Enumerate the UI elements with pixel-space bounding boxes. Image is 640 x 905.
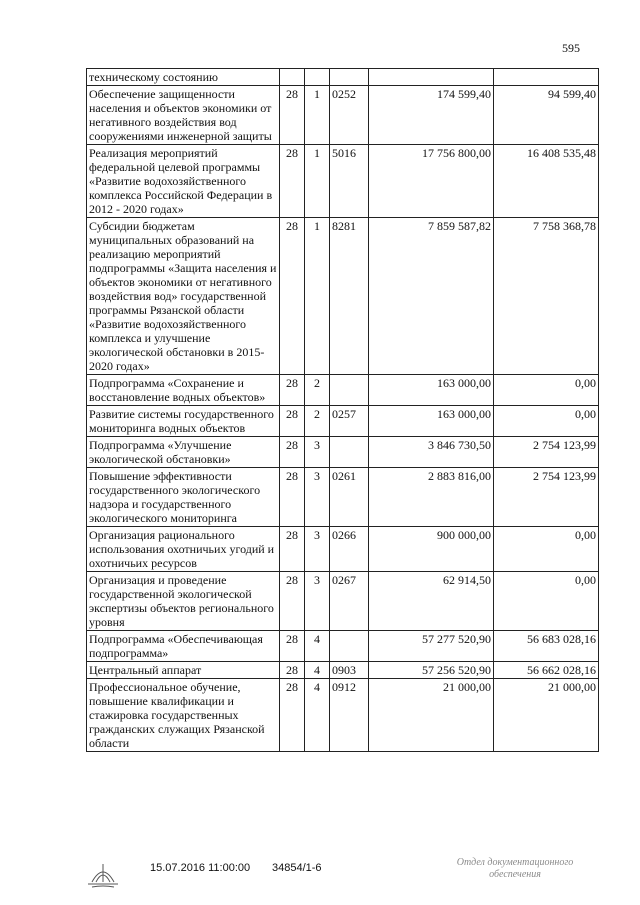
row-item-code-cell: [330, 69, 369, 86]
row-name-cell: Подпрограмма «Улучшение экологической обстановки»: [87, 437, 280, 468]
row-executed-amount-cell: 0,00: [494, 527, 599, 572]
row-subprogram-code-cell: 2: [305, 375, 330, 406]
row-subprogram-code-cell: 3: [305, 468, 330, 527]
row-ministry-code-cell: 28: [280, 631, 305, 662]
table-row: [87, 406, 599, 437]
row-executed-amount-cell: [494, 69, 599, 86]
row-subprogram-code-cell: 4: [305, 662, 330, 679]
table-row: [87, 662, 599, 679]
row-name-cell: техническому состоянию: [87, 69, 280, 86]
row-name-cell: Реализация мероприятий федеральной целевой программы «Развитие водохозяйственного комплекса Российской Федерации в 2012 - 2020 годах»: [87, 145, 280, 218]
row-planned-amount-cell: 163 000,00: [369, 375, 494, 406]
row-planned-amount-cell: [369, 69, 494, 86]
row-name-cell: Подпрограмма «Сохранение и восстановление водных объектов»: [87, 375, 280, 406]
row-planned-amount-cell: 163 000,00: [369, 406, 494, 437]
coat-of-arms-icon: [84, 858, 122, 890]
footer-stamp: Отдел документационного обеспечения: [456, 857, 574, 880]
row-executed-amount-cell: 7 758 368,78: [494, 218, 599, 375]
row-subprogram-code-cell: 3: [305, 572, 330, 631]
row-name-cell: Повышение эффективности государственного экологического надзора и государственного экологического мониторинга: [87, 468, 280, 527]
row-ministry-code-cell: 28: [280, 468, 305, 527]
row-name-cell: Центральный аппарат: [87, 662, 280, 679]
row-item-code-cell: 0252: [330, 86, 369, 145]
table-row: [87, 145, 599, 218]
row-name-cell: Организация рационального использования охотничьих угодий и охотничьих ресурсов: [87, 527, 280, 572]
row-planned-amount-cell: 57 256 520,90: [369, 662, 494, 679]
table-row: [87, 69, 599, 86]
row-name-cell: Развитие системы государственного мониторинга водных объектов: [87, 406, 280, 437]
row-subprogram-code-cell: 1: [305, 218, 330, 375]
row-executed-amount-cell: 16 408 535,48: [494, 145, 599, 218]
table-row: [87, 86, 599, 145]
row-subprogram-code-cell: 4: [305, 631, 330, 662]
row-executed-amount-cell: 0,00: [494, 375, 599, 406]
table-row: [87, 218, 599, 375]
row-ministry-code-cell: 28: [280, 218, 305, 375]
row-item-code-cell: 5016: [330, 145, 369, 218]
row-item-code-cell: 0912: [330, 679, 369, 752]
row-item-code-cell: 8281: [330, 218, 369, 375]
row-item-code-cell: [330, 631, 369, 662]
table-row: [87, 572, 599, 631]
page-number: 595: [562, 41, 580, 55]
row-ministry-code-cell: 28: [280, 662, 305, 679]
budget-table: [86, 68, 599, 752]
row-name-cell: Профессиональное обучение, повышение квалификации и стажировка государственных гражданских служащих Рязанской области: [87, 679, 280, 752]
row-ministry-code-cell: 28: [280, 86, 305, 145]
row-executed-amount-cell: 56 662 028,16: [494, 662, 599, 679]
table-row: [87, 437, 599, 468]
table-row: [87, 631, 599, 662]
row-name-cell: Подпрограмма «Обеспечивающая подпрограмма»: [87, 631, 280, 662]
row-planned-amount-cell: 900 000,00: [369, 527, 494, 572]
footer-document-code: 34854/1-6: [272, 862, 322, 874]
table-row: [87, 375, 599, 406]
row-ministry-code-cell: 28: [280, 679, 305, 752]
row-subprogram-code-cell: 3: [305, 437, 330, 468]
row-item-code-cell: 0261: [330, 468, 369, 527]
row-subprogram-code-cell: 4: [305, 679, 330, 752]
budget-table-body: [87, 69, 599, 752]
row-planned-amount-cell: 57 277 520,90: [369, 631, 494, 662]
row-name-cell: Субсидии бюджетам муниципальных образований на реализацию мероприятий подпрограммы «Защита населения и объектов экономики от негативного воздействия вод» государственной программы Рязанской области «Развитие водохозяйственного комплекса и улучшение экологической обстановки в 2015-2020 годах»: [87, 218, 280, 375]
row-item-code-cell: 0903: [330, 662, 369, 679]
row-planned-amount-cell: 3 846 730,50: [369, 437, 494, 468]
row-item-code-cell: 0266: [330, 527, 369, 572]
row-item-code-cell: 0257: [330, 406, 369, 437]
row-planned-amount-cell: 174 599,40: [369, 86, 494, 145]
row-subprogram-code-cell: [305, 69, 330, 86]
row-executed-amount-cell: 0,00: [494, 406, 599, 437]
row-ministry-code-cell: 28: [280, 527, 305, 572]
row-item-code-cell: 0267: [330, 572, 369, 631]
row-ministry-code-cell: 28: [280, 406, 305, 437]
row-ministry-code-cell: [280, 69, 305, 86]
row-executed-amount-cell: 94 599,40: [494, 86, 599, 145]
row-subprogram-code-cell: 1: [305, 86, 330, 145]
row-subprogram-code-cell: 2: [305, 406, 330, 437]
row-executed-amount-cell: 2 754 123,99: [494, 437, 599, 468]
row-planned-amount-cell: 21 000,00: [369, 679, 494, 752]
row-planned-amount-cell: 17 756 800,00: [369, 145, 494, 218]
table-row: [87, 468, 599, 527]
row-executed-amount-cell: 21 000,00: [494, 679, 599, 752]
footer-date: 15.07.2016 11:00:00: [150, 862, 251, 874]
row-planned-amount-cell: 2 883 816,00: [369, 468, 494, 527]
row-name-cell: Организация и проведение государственной экологической экспертизы объектов регионального уровня: [87, 572, 280, 631]
row-item-code-cell: [330, 375, 369, 406]
row-ministry-code-cell: 28: [280, 145, 305, 218]
row-ministry-code-cell: 28: [280, 375, 305, 406]
row-planned-amount-cell: 7 859 587,82: [369, 218, 494, 375]
row-subprogram-code-cell: 1: [305, 145, 330, 218]
row-item-code-cell: [330, 437, 369, 468]
row-executed-amount-cell: 0,00: [494, 572, 599, 631]
row-executed-amount-cell: 56 683 028,16: [494, 631, 599, 662]
row-ministry-code-cell: 28: [280, 572, 305, 631]
row-name-cell: Обеспечение защищенности населения и объектов экономики от негативного воздействия вод сооружениями инженерной защиты: [87, 86, 280, 145]
row-planned-amount-cell: 62 914,50: [369, 572, 494, 631]
table-row: [87, 527, 599, 572]
row-ministry-code-cell: 28: [280, 437, 305, 468]
row-executed-amount-cell: 2 754 123,99: [494, 468, 599, 527]
table-row: [87, 679, 599, 752]
row-subprogram-code-cell: 3: [305, 527, 330, 572]
